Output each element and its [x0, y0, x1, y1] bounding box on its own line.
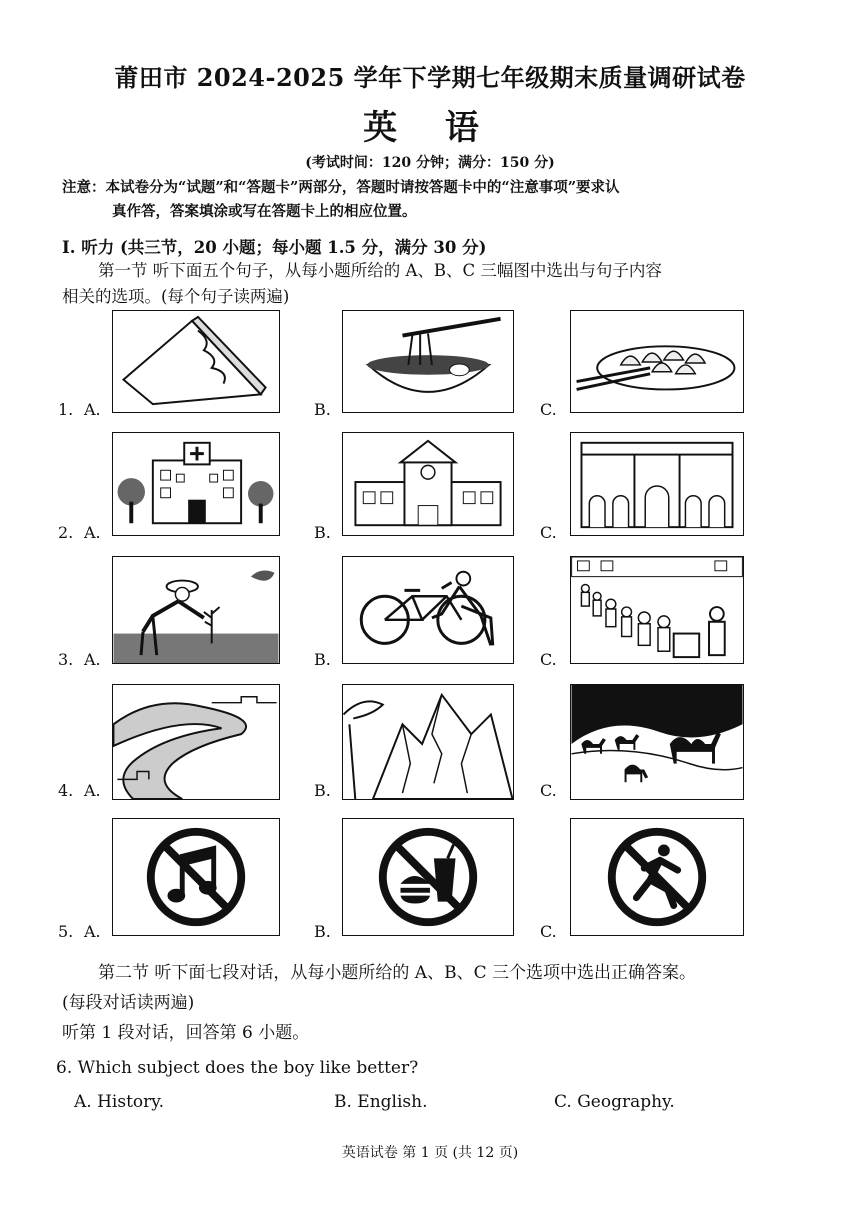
fixing-bike-image[interactable]: [342, 556, 514, 664]
part1-line-1: 第一节 听下面五个句子，从每小题所给的 A、B、C 三幅图中选出与句子内容: [98, 261, 662, 280]
notice-line-2: 真作答，答案填涂或写在答题卡上的相应位置。: [112, 203, 417, 220]
no-running-sign[interactable]: [570, 818, 744, 936]
page-footer: 英语试卷 第 1 页 (共 12 页): [341, 1145, 519, 1161]
part2-line-1: 第二节 听下面七段对话，从每小题所给的 A、B、C 三个选项中选出正确答案。: [98, 963, 696, 983]
hospital-image[interactable]: [112, 432, 280, 536]
option-label-b: B.: [314, 523, 331, 542]
mountain-image[interactable]: [342, 684, 514, 800]
option-label-a: A.: [84, 650, 101, 669]
part2-instructions: [62, 958, 817, 1048]
question-6-stem: 6. Which subject does the boy like better?: [56, 1058, 419, 1078]
question-number: 1.: [58, 400, 74, 419]
exam-info: (考试时间：120 分钟；满分：150 分): [305, 155, 555, 171]
option-label-c: C.: [540, 781, 557, 800]
option-c[interactable]: C. Geography.: [554, 1092, 675, 1112]
option-label-a: A.: [84, 523, 101, 542]
question-number: 3.: [58, 650, 74, 669]
exam-title: 莆田市 2024-2025 学年下学期七年级期末质量调研试卷: [114, 63, 746, 92]
listening-heading: I. 听力 (共三节，20 小题；每小题 1.5 分，满分 30 分): [62, 238, 487, 257]
queue-doctor-image[interactable]: [570, 556, 744, 664]
river-image[interactable]: [112, 684, 280, 800]
option-label-b: B.: [314, 922, 331, 941]
desert-camels-image[interactable]: [570, 684, 744, 800]
planting-tree-image[interactable]: [112, 556, 280, 664]
option-label-b: B.: [314, 781, 331, 800]
option-b[interactable]: B. English.: [334, 1092, 428, 1112]
dumplings-image[interactable]: [570, 310, 744, 413]
option-a[interactable]: A. History.: [74, 1092, 165, 1112]
question-number: 2.: [58, 523, 74, 542]
sandwich-image[interactable]: [112, 310, 280, 413]
option-label-a: A.: [84, 781, 101, 800]
option-label-c: C.: [540, 650, 557, 669]
dialogue-intro: 听第 1 段对话，回答第 6 小题。: [62, 1023, 310, 1043]
part2-line-2: (每段对话读两遍): [62, 993, 195, 1013]
option-label-c: C.: [540, 523, 557, 542]
question-number: 5.: [58, 922, 74, 941]
option-label-b: B.: [314, 650, 331, 669]
subject-title: 英 语: [363, 108, 497, 148]
school-image[interactable]: [342, 432, 514, 536]
option-label-c: C.: [540, 922, 557, 941]
option-label-a: A.: [84, 400, 101, 419]
notice-line-1: 注意：本试卷分为“试题”和“答题卡”两部分，答题时请按答题卡中的“注意事项”要求认: [62, 179, 620, 196]
part1-instructions: [62, 258, 817, 310]
question-number: 4.: [58, 781, 74, 800]
no-food-sign[interactable]: [342, 818, 514, 936]
option-label-a: A.: [84, 922, 101, 941]
option-label-b: B.: [314, 400, 331, 419]
notice: [62, 176, 812, 224]
museum-image[interactable]: [570, 432, 744, 536]
no-music-sign[interactable]: [112, 818, 280, 936]
part1-line-2: 相关的选项。(每个句子读两遍): [62, 287, 290, 306]
option-label-c: C.: [540, 400, 557, 419]
noodles-image[interactable]: [342, 310, 514, 413]
